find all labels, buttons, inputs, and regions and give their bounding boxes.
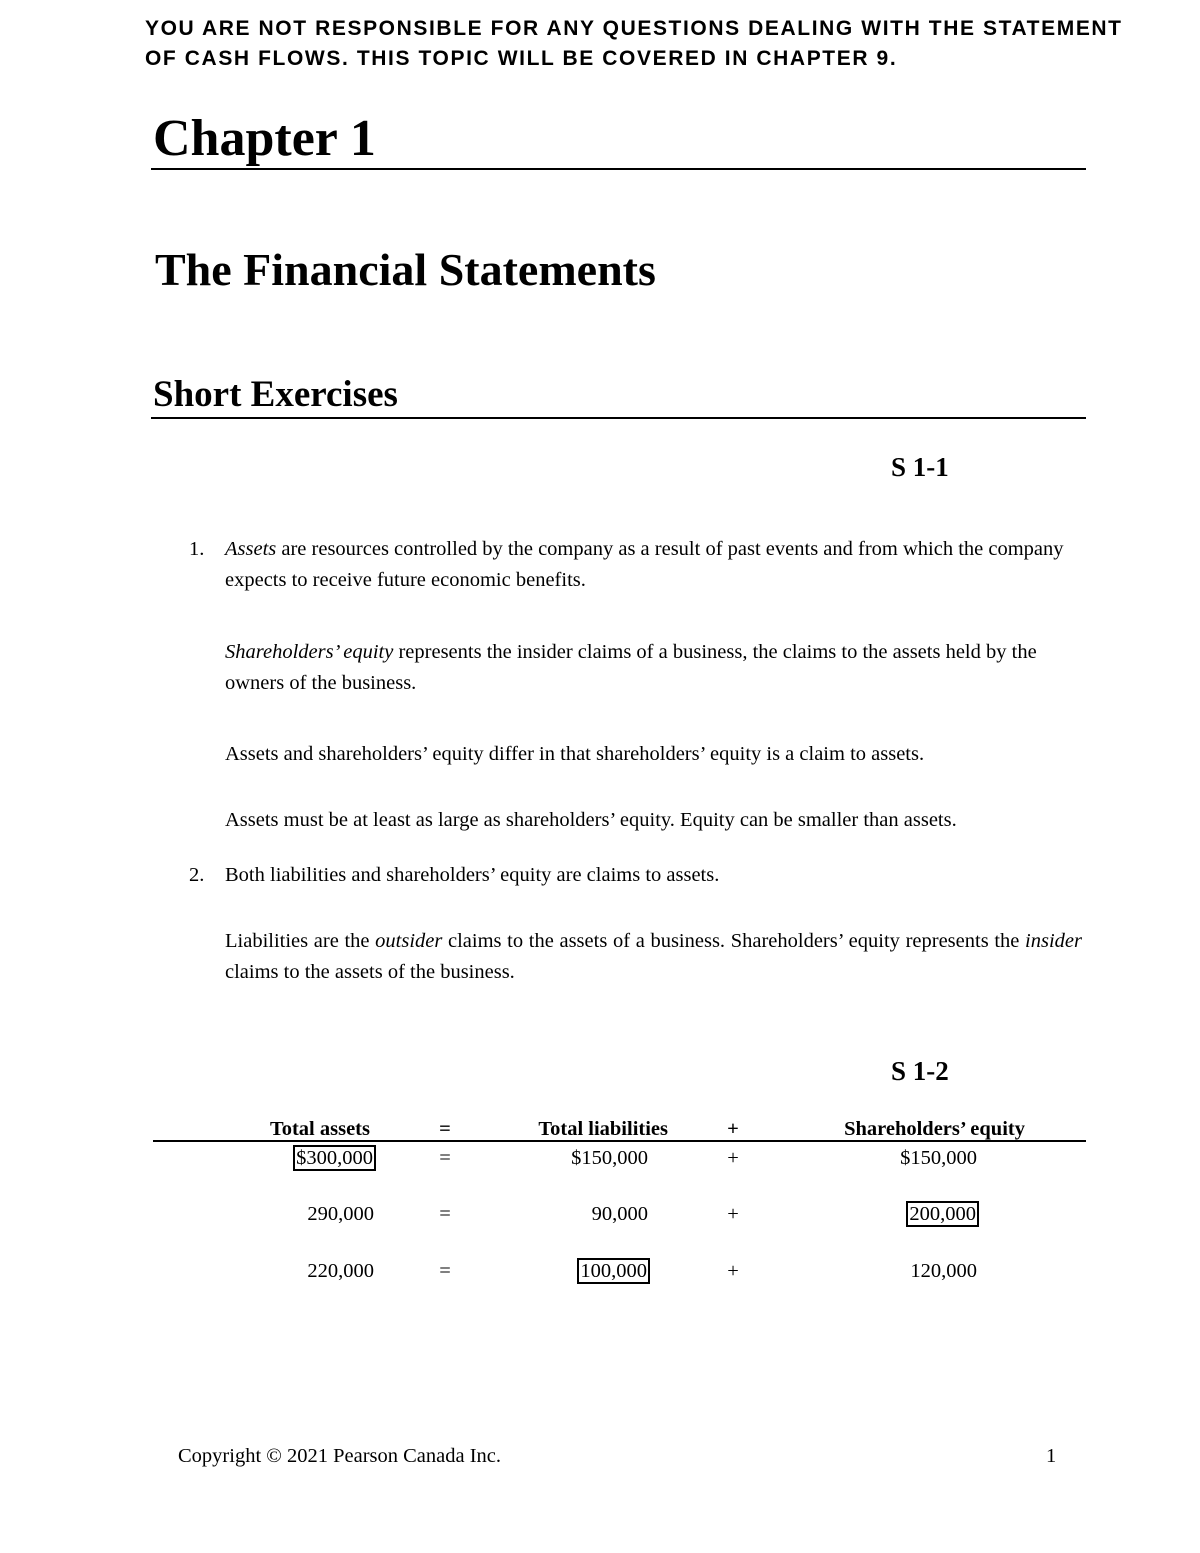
header-shareholders-equity: Shareholders’ equity bbox=[844, 1118, 1025, 1140]
footer-copyright: Copyright © 2021 Pearson Canada Inc. bbox=[178, 1445, 502, 1467]
paragraph-size-comparison: Assets must be at least as large as shareholders’ equity. Equity can be smaller than assets. bbox=[225, 809, 957, 831]
paragraph-claims: Both liabilities and shareholders’ equity are claims to assets. bbox=[225, 864, 720, 886]
item-number-2: 2. bbox=[189, 864, 205, 886]
header-equals: = bbox=[439, 1118, 451, 1140]
term-outsider: outsider bbox=[375, 930, 443, 952]
section-title: Short Exercises bbox=[153, 374, 398, 415]
row-plus: + bbox=[727, 1260, 739, 1282]
paragraph-equity-definition bbox=[225, 637, 1082, 699]
table-row bbox=[200, 1144, 376, 1172]
header-total-assets: Total assets bbox=[269, 1118, 370, 1140]
table-header-rule bbox=[153, 1140, 1086, 1142]
row-liabilities: $150,000 bbox=[571, 1147, 648, 1169]
table-row: 220,000 bbox=[307, 1260, 374, 1282]
exercise-label-s1-2: S 1-2 bbox=[891, 1056, 949, 1086]
term-insider: insider bbox=[1025, 930, 1082, 952]
answer-box-assets: $300,000 bbox=[293, 1145, 376, 1171]
row-equity bbox=[780, 1200, 979, 1228]
row-equals: = bbox=[439, 1203, 451, 1225]
chapter-rule bbox=[151, 168, 1086, 170]
row-liabilities: 90,000 bbox=[591, 1203, 648, 1225]
table-row: 290,000 bbox=[307, 1203, 374, 1225]
answer-box-liabilities: 100,000 bbox=[577, 1258, 650, 1284]
item-number-1: 1. bbox=[189, 538, 205, 560]
row-equity: $150,000 bbox=[900, 1147, 977, 1169]
outsider-text-a: Liabilities are the bbox=[225, 930, 376, 952]
row-liabilities bbox=[470, 1257, 650, 1285]
chapter-title: Chapter 1 bbox=[153, 110, 376, 167]
equity-definition-text: represents the insider claims of a business, the claims to the assets held by the owners of the business. bbox=[225, 641, 1037, 694]
row-plus: + bbox=[727, 1203, 739, 1225]
term-assets: Assets bbox=[225, 538, 277, 560]
header-plus: + bbox=[727, 1118, 739, 1140]
footer-page-number: 1 bbox=[1046, 1445, 1057, 1467]
outsider-text-b: claims to the assets of a business. Shareholders’ equity represents the bbox=[442, 930, 1026, 952]
term-shareholders-equity: Shareholders’ equity bbox=[225, 641, 394, 663]
notice-banner: YOU ARE NOT RESPONSIBLE FOR ANY QUESTIONS DEALING WITH THE STATEMENT OF CASH FLOWS. THIS TOPIC WILL BE COVERED IN CHAPTER 9. bbox=[145, 17, 1123, 70]
assets-definition-text: are resources controlled by the company as a result of past events and from which the company expects to receive future economic benefits. bbox=[225, 538, 1064, 591]
section-rule bbox=[151, 417, 1086, 419]
answer-box-equity: 200,000 bbox=[906, 1201, 979, 1227]
outsider-text-c: claims to the assets of the business. bbox=[225, 961, 515, 983]
exercise-label-s1-1: S 1-1 bbox=[891, 452, 949, 482]
header-total-liabilities: Total liabilities bbox=[538, 1118, 668, 1140]
paragraph-difference: Assets and shareholders’ equity differ in that shareholders’ equity is a claim to assets. bbox=[225, 743, 925, 765]
book-title: The Financial Statements bbox=[155, 244, 656, 295]
row-equity: 120,000 bbox=[910, 1260, 977, 1282]
paragraph-assets-definition bbox=[225, 534, 1082, 596]
paragraph-outsider-insider bbox=[225, 926, 1082, 988]
row-equals: = bbox=[439, 1260, 451, 1282]
row-equals: = bbox=[439, 1147, 451, 1169]
row-plus: + bbox=[727, 1147, 739, 1169]
